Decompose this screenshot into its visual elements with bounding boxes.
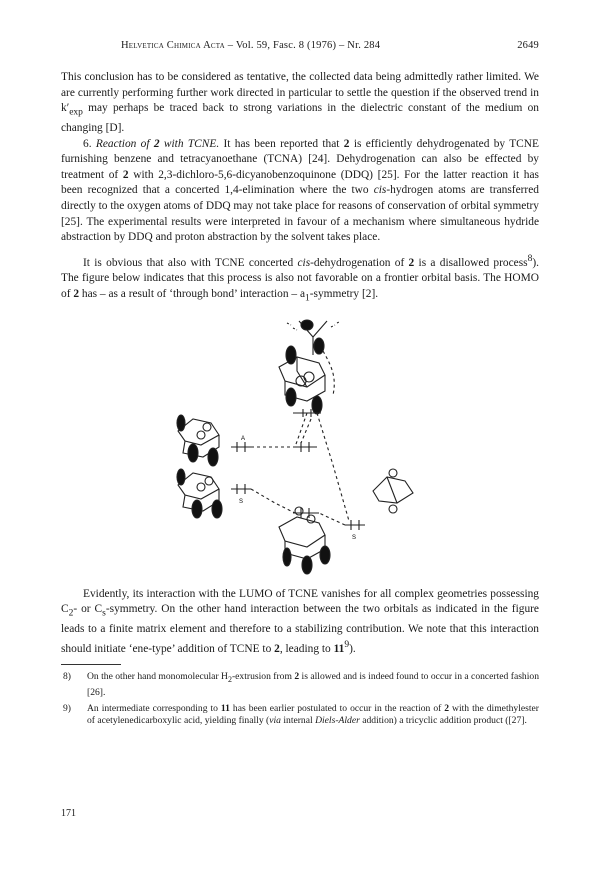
paragraph-evidently xyxy=(61,587,539,657)
text-run: -extrusion from xyxy=(231,671,295,683)
compound-ref: 2 xyxy=(274,642,280,655)
text-run: - or C xyxy=(73,603,103,616)
footnote-mark: 8) xyxy=(63,671,71,683)
correlation-lines xyxy=(251,413,349,525)
subscript: s xyxy=(102,608,106,619)
text-run: On the other hand monomolecular H xyxy=(87,671,228,683)
left-lower-molecule xyxy=(177,469,222,518)
text-run: has been earlier postulated to occur in the reaction of xyxy=(229,702,445,714)
heading-part: Reaction of xyxy=(95,137,150,150)
paragraph-figure-intro xyxy=(61,252,539,307)
subscript: 2 xyxy=(227,675,232,685)
paragraph-conclusion: This conclusion has to be considered as tentative, the collected data being admittedly rather limited. We are currently performing further work directed in particular to settle the question if the observed trend in $k'_{exp}$ may perhaps be traced back to strong variations in the dielectric constant of the medium on changing [D]. xyxy=(61,71,539,135)
text-run: Evidently, its interaction with the LUMO of TCNE vanishes for all complex geometries possessing C xyxy=(61,587,539,616)
compound-ref: 2 xyxy=(444,702,450,714)
folio-number: 171 xyxy=(61,808,76,819)
energy-levels xyxy=(231,409,365,530)
text-run: addition) a tricyclic addition product ([27]. xyxy=(359,715,527,727)
text-run: internal xyxy=(280,715,316,727)
italic-run: via xyxy=(269,715,281,727)
conclusion-text: This conclusion has to be considered as tentative, the collected data being admittedly rather limited. We are currently performing further work directed in particular to settle the question if the observed trend in k xyxy=(61,71,539,115)
footnote-9 xyxy=(61,703,539,729)
running-head xyxy=(61,40,539,58)
symmetry-label-a: A xyxy=(241,435,246,442)
text-run: -symmetry. On the other hand interaction between the two orbitals as indicated in the figure leads to a finite matrix element and therefore to a stabilizing contribution. We note that this interaction should initiate ‘ene-type’ addition of TCNE to xyxy=(61,603,539,655)
bottom-molecule xyxy=(279,507,330,574)
orbital-diagram xyxy=(61,315,539,587)
text-run: -symmetry [2]. xyxy=(309,287,379,300)
journal-name: Helvetica Chimica Acta xyxy=(121,40,225,51)
upper-middle-molecule xyxy=(279,346,325,414)
k-subscript: exp xyxy=(69,107,83,118)
text-run: , leading to xyxy=(279,642,334,655)
subscript: 1 xyxy=(305,293,310,304)
page xyxy=(61,40,539,731)
text-run: ). xyxy=(349,642,356,655)
left-upper-molecule xyxy=(177,415,219,466)
text-run: with the dimethylester of acetylenedicarboxylic acid, yielding finally ( xyxy=(87,702,539,727)
section-number: 6. xyxy=(83,137,92,150)
compound-ref: 2 xyxy=(153,137,160,150)
volume-info: – Vol. 59, Fasc. 8 (1976) – Nr. 284 xyxy=(227,40,381,51)
page-number: 2649 xyxy=(517,40,539,51)
text-run: has – as a result of ‘through bond’ interaction – a xyxy=(79,287,306,300)
text-run: is allowed and is indeed found to occur in a concerted fashion [26]. xyxy=(87,671,539,698)
text-run: It has been reported that xyxy=(219,137,344,150)
footnote-ref: 9 xyxy=(344,639,350,650)
text-run: It is obvious that also with TCNE concerted xyxy=(83,256,298,269)
cis-italic: cis xyxy=(373,184,387,197)
heading-part: with TCNE. xyxy=(163,137,220,150)
right-molecule xyxy=(373,469,413,513)
compound-ref: 2 xyxy=(343,137,350,150)
cis-italic: cis xyxy=(297,256,311,269)
conclusion-text-end: may perhaps be traced back to strong variations in the dielectric constant of the medium on changing [D]. xyxy=(61,102,539,135)
running-head-title xyxy=(121,40,380,51)
text-run: An intermediate corresponding to xyxy=(87,702,221,714)
text-run: -dehydrogenation of xyxy=(310,256,409,269)
text-run: is a disallowed process xyxy=(414,256,528,269)
symmetry-label-s-right: S xyxy=(352,534,357,541)
section-heading xyxy=(96,138,219,150)
text-run: is efficiently dehydrogenated by TCNE furnishing benzene and tetracyanoethane (TCNA) [24]. Dehydrogenation can also be effected by treatment of xyxy=(61,137,539,181)
footnote-8 xyxy=(61,671,539,700)
footnote-rule xyxy=(61,664,121,665)
orbital-interaction-figure xyxy=(61,315,539,587)
compound-ref: 11 xyxy=(333,642,345,655)
paragraph-reaction xyxy=(61,137,539,246)
compound-ref: 2 xyxy=(73,287,80,300)
text-run: -hydrogen atoms are transferred directly to the oxygen atoms of DDQ may not take place for reasons of conservation of orbital symmetry [25]. The experimental results were interpreted in favour of a mechanism where simultaneous hydride abstraction by DDQ and proton abstraction by the solvent takes place. xyxy=(61,184,539,244)
compound-ref: 11 xyxy=(220,702,230,714)
compound-ref: 2 xyxy=(294,671,300,683)
text-run: with 2,3-dichloro-5,6-dicyanobenzoquinone (DDQ) [25]. For the latter reaction it has been recognized that a concerted 1,4-elimination where the two xyxy=(61,168,539,197)
italic-run: Diels-Alder xyxy=(315,715,360,727)
compound-ref: 2 xyxy=(408,256,415,269)
subscript: 2 xyxy=(68,608,74,619)
footnote-mark: 9) xyxy=(63,702,71,714)
text-run: ). The figure below indicates that this process is also not favorable on a frontier orbital basis. The HOMO of xyxy=(61,256,539,300)
symmetry-label-s-left: S xyxy=(239,498,244,505)
compound-ref: 2 xyxy=(122,168,129,181)
footnote-ref: 8 xyxy=(527,253,533,264)
